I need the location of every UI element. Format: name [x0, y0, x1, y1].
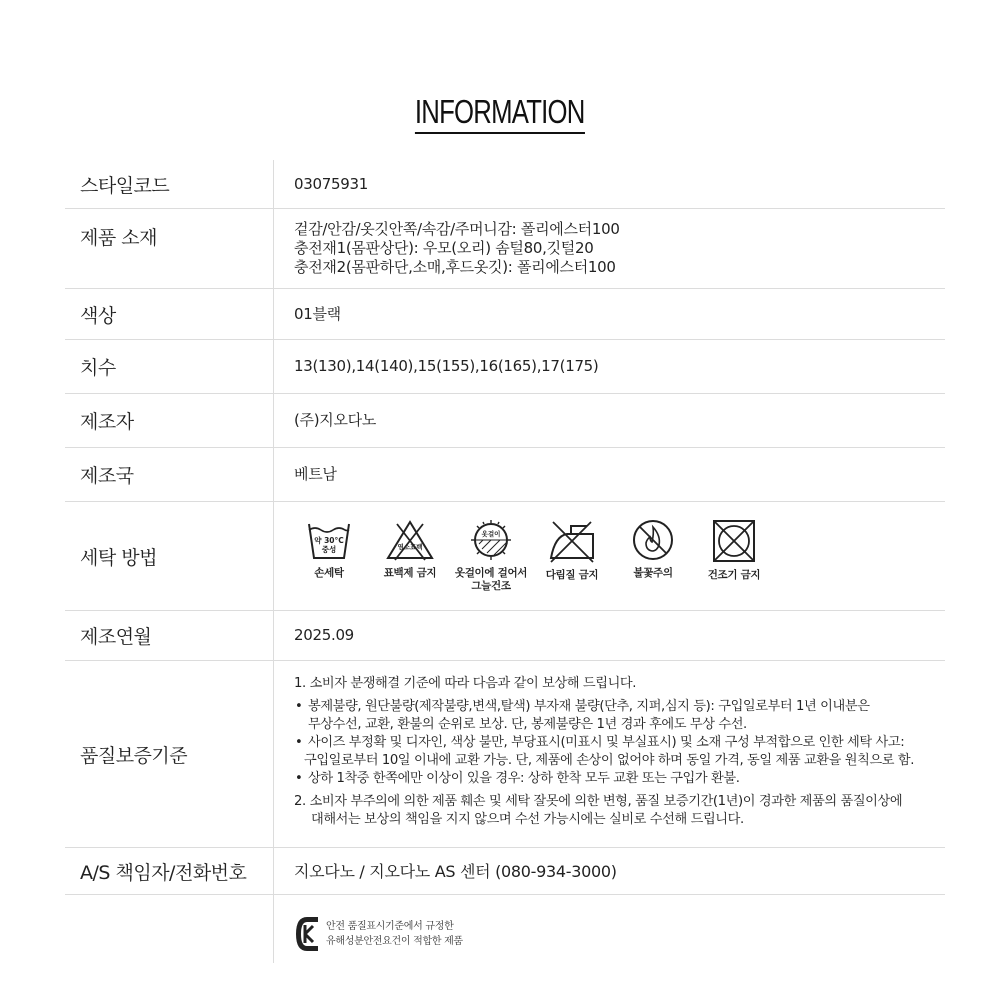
hanger-inner: 옷걸이: [481, 530, 501, 538]
column-divider: [273, 289, 274, 339]
wash-caption: 불꽃주의: [633, 567, 673, 579]
as-text: 지오다노 / 지오다노 AS 센터 (080-934-3000): [294, 861, 617, 881]
hang-dry-shade-icon: [469, 518, 513, 562]
wash-caption: [455, 567, 527, 593]
guarantee-text: [294, 675, 945, 829]
value-material: [294, 209, 945, 288]
label-manufactured: 제조연월: [80, 626, 152, 648]
material-line: 겉감/안감/옷깃안쪽/속감/주머니감: 폴리에스터100: [294, 220, 620, 238]
label-maker: 제조자: [80, 411, 134, 433]
guarantee-bullet-cont: 무상수선, 교환, 환불의 순위로 보상. 단, 봉제불량은 1년 경과 후에도 무상 수선.: [308, 717, 747, 732]
row-kc: [65, 895, 945, 963]
value-country: [294, 448, 945, 501]
wash-caption: 다림질 금지: [545, 569, 599, 581]
column-divider: [273, 448, 274, 501]
wash-caption: 손세탁: [314, 567, 344, 579]
column-divider: [273, 848, 274, 894]
label-guarantee: 품질보증기준: [80, 744, 188, 767]
wash-item: [537, 518, 607, 582]
label-country: 제조국: [80, 465, 134, 487]
caption-line: 그늘건조: [471, 580, 511, 592]
kc-line: 안전 품질표시기준에서 규정한: [326, 921, 454, 932]
no-iron-icon: [547, 518, 597, 564]
value-size: [294, 340, 945, 393]
page-title: INFORMATION: [415, 92, 585, 134]
kc-mark-icon: [294, 915, 320, 953]
label-washing: 세탁 방법: [80, 546, 157, 569]
hand-wash-icon: [306, 518, 352, 562]
caption-line: 옷걸이에 걸어서: [454, 567, 528, 579]
maker-text: (주)지오다노: [294, 411, 377, 429]
guarantee-item-2: 2. 소비자 부주의에 의한 제품 훼손 및 세탁 잘못에 의한 변형, 품질 보증기간(1년)이 경과한 제품의 품질이상에: [294, 794, 903, 809]
wash-item: [618, 518, 688, 580]
row-country: [65, 448, 945, 502]
style-code-text: 03075931: [294, 174, 368, 193]
row-color: [65, 289, 945, 340]
wash-caption: 표백제 금지: [383, 567, 437, 579]
wash-item: [456, 518, 526, 593]
wash-caption: 건조기 금지: [707, 569, 761, 581]
label-material: 제품 소재: [80, 227, 157, 249]
column-divider: [273, 611, 274, 660]
row-guarantee: [65, 661, 945, 848]
material-line: 충전재2(몸판하단,소매,후드옷깃): 폴리에스터100: [294, 258, 616, 276]
row-material: [65, 209, 945, 289]
guarantee-item-2-cont: 대해서는 보상의 책임을 지지 않으며 수선 가능시에는 실비로 수선해 드립니다.: [311, 812, 744, 827]
size-text: 13(130),14(140),15(155),16(165),17(175): [294, 357, 599, 375]
column-divider: [273, 340, 274, 393]
row-manufactured: [65, 611, 945, 661]
guarantee-bullet: • 사이즈 부정확 및 디자인, 색상 불만, 부당표시(미표시 및 부실표시) 및 소재 구성 부적합으로 인한 세탁 사고:: [294, 734, 945, 752]
hand-wash-temp: 약 30°C: [314, 536, 344, 545]
guarantee-bullet-cont: 구입일로부터 10일 이내에 교환 가능. 단, 제품에 손상이 없어야 하며 동일 가격, 동일 제품 교환을 원칙으로 함.: [304, 753, 915, 768]
wash-icons: [294, 502, 780, 610]
value-style-code: [294, 160, 945, 208]
guarantee-bullet: • 봉제불량, 원단불량(제작불량,변색,탈색) 부자재 불량(단추, 지퍼,심지 등): 구입일로부터 1년 이내분은: [294, 698, 945, 716]
kc-text: [326, 919, 463, 949]
no-bleach-icon: [385, 518, 435, 562]
material-line: 충전재1(몸판상단): 우모(오리) 솜털80,깃털20: [294, 239, 594, 257]
label-size: 치수: [80, 357, 116, 379]
flame-caution-icon: [631, 518, 675, 562]
guarantee-bullet: • 상하 1착중 한쪽에만 이상이 있을 경우: 상하 한착 모두 교환 또는 구입가 환불.: [294, 770, 945, 788]
row-as: [65, 848, 945, 895]
row-style-code: [65, 160, 945, 209]
column-divider: [273, 895, 274, 963]
value-maker: [294, 394, 945, 447]
color-text: 01블랙: [294, 304, 341, 323]
no-tumble-dry-icon: [711, 518, 757, 564]
page-title-wrap: [0, 92, 1000, 134]
row-washing: [65, 502, 945, 611]
guarantee-item-1: 1. 소비자 분쟁해결 기준에 따라 다음과 같이 보상해 드립니다.: [294, 676, 637, 691]
column-divider: [273, 661, 274, 847]
no-bleach-inner: 염소표백: [397, 543, 423, 551]
row-maker: [65, 394, 945, 448]
kc-line: 유해성분안전요건이 적합한 제품: [326, 936, 463, 947]
kc-certification: [294, 915, 463, 953]
wash-item: [699, 518, 769, 582]
column-divider: [273, 502, 274, 610]
row-size: [65, 340, 945, 394]
column-divider: [273, 394, 274, 447]
value-color: [294, 289, 945, 339]
label-color: 색상: [80, 304, 116, 327]
info-table: [65, 160, 945, 963]
hand-wash-neutral: 중성: [321, 545, 337, 554]
label-as: A/S 책임자/전화번호: [80, 861, 247, 884]
wash-item: [375, 518, 445, 580]
column-divider: [273, 160, 274, 208]
value-as: [294, 848, 945, 894]
value-manufactured: [294, 611, 945, 660]
wash-item: [294, 518, 364, 580]
manufactured-text: 2025.09: [294, 626, 354, 644]
country-text: 베트남: [294, 465, 337, 483]
label-style-code: 스타일코드: [80, 174, 170, 197]
column-divider: [273, 209, 274, 288]
